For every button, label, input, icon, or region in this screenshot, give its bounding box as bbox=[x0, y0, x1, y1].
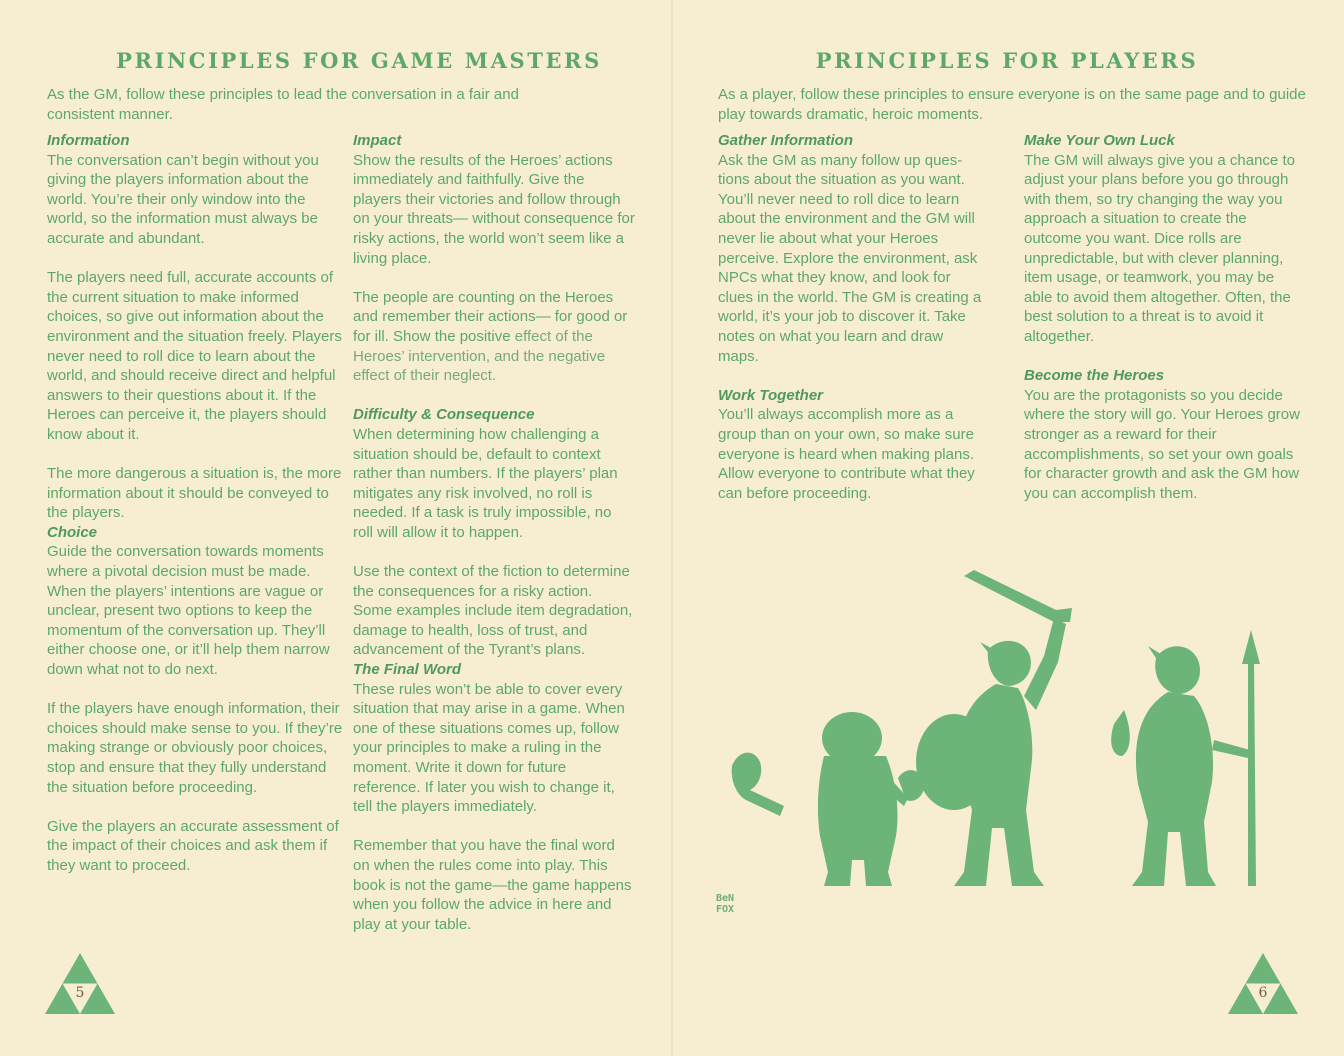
section-make-your-own-luck bbox=[1024, 131, 1304, 347]
paragraph: You are the protagonists so you decide where the story will go. Your Heroes grow stronger as a reward for their accomplishments, so set your own goals for character growth and ask the GM how you can accomplish them. bbox=[1024, 386, 1300, 502]
section-heading: Gather Information bbox=[718, 132, 854, 149]
section-information bbox=[47, 131, 343, 523]
section-final-word bbox=[353, 660, 635, 934]
paragraph: Show the results of the Heroes’ actions immediately and faithfully. Give the players their victories and follow through on your threats— without consequence for risky actions, the world won’t seem like a living place. bbox=[353, 151, 635, 267]
triforce-icon bbox=[1228, 953, 1298, 1014]
paragraph bbox=[353, 288, 635, 386]
paragraph: Guide the conversation towards moments where a pivotal decision must be made. When the players’ intentions are vague or unclear, present two options to keep the momentum of the conversation up. They’ll either choose one, or it’ll help them narrow down what not to do next. bbox=[47, 543, 330, 679]
section-heading: Become the Heroes bbox=[1024, 367, 1165, 385]
paragraph-part-faded: effect of the Heroes’ intervention, and the negative effect of their neglect. bbox=[353, 327, 606, 385]
intro-text: As a player, follow these principles to ensure everyone is on the same page and to guide play towards dramatic, heroic moments. bbox=[718, 86, 1306, 123]
paragraph: The conversation can’t begin without you giving the players information about the world. You’re their only window into the world, so the information must always be accurate and abundant. bbox=[47, 151, 319, 247]
section-heading: Difficulty & Consequence bbox=[353, 406, 535, 424]
section-impact bbox=[353, 131, 635, 386]
paragraph: The GM will always give you a chance to adjust your plans before you go through with them, so try changing the way you approach a situation to create the outcome you want. Dice rolls are unpredictable, but with clever planning, item usage, or teamwork, you may be able to avoid them altogether. Often, the best solution to a threat is to avoid it altogether. bbox=[1024, 151, 1295, 345]
section-heading: Impact bbox=[353, 132, 402, 149]
paragraph: These rules won’t be able to cover every situation that may arise in a game. When one of these situations comes up, follow your principles to make a ruling in the moment. Write it down for future reference. If later you wish to change it, tell the players immediately. bbox=[353, 680, 625, 816]
column-1 bbox=[47, 131, 343, 876]
paragraph: If the players have enough information, their choices should make sense to you. If they’re making strange or obviously poor choices, stop and ensure that they fully understand the situation before proceeding. bbox=[47, 700, 343, 796]
paragraph: The more dangerous a situation is, the more information about it should be conveyed to the players. bbox=[47, 465, 342, 522]
section-heading: Information bbox=[47, 132, 130, 149]
section-gather-information bbox=[718, 131, 986, 366]
section-heading: The Final Word bbox=[353, 661, 462, 679]
page-title: PRINCIPLES FOR GAME MASTERS bbox=[116, 48, 602, 73]
paragraph: The players need full, accurate accounts of the current situation to make informed choices, so give out information about the environment and the situation freely. Players never need to roll dice to learn about the world, and should receive direct and helpful answers to their questions about it. If the Heroes can perceive it, the players should know about it. bbox=[47, 269, 342, 443]
paragraph: You’ll always accomplish more as a group than on your own, so make sure everyone is heard when making plans. Allow everyone to contribute what they can before proceeding. bbox=[718, 406, 975, 502]
section-heading: Choice bbox=[47, 523, 98, 541]
section-choice bbox=[47, 523, 343, 876]
intro-text: As the GM, follow these principles to lead the conversation in a fair and consistent manner. bbox=[47, 86, 519, 123]
hero-silhouettes-illustration bbox=[728, 560, 1288, 900]
paragraph: Give the players an accurate assessment of the impact of their choices and ask them if they want to proceed. bbox=[47, 817, 339, 874]
column-2 bbox=[353, 131, 635, 934]
column-2 bbox=[1024, 131, 1304, 503]
paragraph: Use the context of the fiction to determine the consequences for a risky action. Some examples include item degradation, damage to health, loss of trust, and advancement of the Tyrant’s plans. bbox=[353, 563, 633, 659]
right-page bbox=[672, 0, 1344, 1056]
paragraph: Ask the GM as many follow up ques- tions about the situation as you want. You’ll never need to roll dice to learn about the environment and the GM will never lie about what your Heroes perceive. Explore the environment, ask NPCs what they know, and look for clues in the world. The GM is creating a world, it’s your job to discover it. Take notes on what you learn and draw maps. bbox=[718, 151, 982, 365]
paragraph: Remember that you have the final word on when the rules come into play. This book is not the game—the game happens when you follow the advice in here and play at your table. bbox=[353, 837, 632, 933]
section-difficulty bbox=[353, 405, 635, 660]
triforce-icon bbox=[45, 953, 115, 1014]
paragraph-part: The people are counting on the Heroes and remember their actions— for good or for ill. Show the positive bbox=[353, 288, 628, 345]
section-work-together bbox=[718, 386, 986, 504]
section-become-the-heroes bbox=[1024, 366, 1304, 503]
column-1 bbox=[718, 131, 986, 503]
page-title: PRINCIPLES FOR PLAYERS bbox=[815, 48, 1199, 73]
section-heading: Work Together bbox=[718, 386, 824, 404]
page-number: 5 bbox=[75, 985, 85, 1001]
section-heading: Make Your Own Luck bbox=[1024, 132, 1175, 149]
paragraph: When determining how challenging a situation should be, default to context rather than numbers. If the players’ plan mitigates any risk involved, no roll is needed. If a task is truly impossible, no roll will allow it to happen. bbox=[353, 425, 618, 541]
artist-signature: BeN FOX bbox=[716, 893, 735, 915]
page-number: 6 bbox=[1258, 985, 1268, 1001]
